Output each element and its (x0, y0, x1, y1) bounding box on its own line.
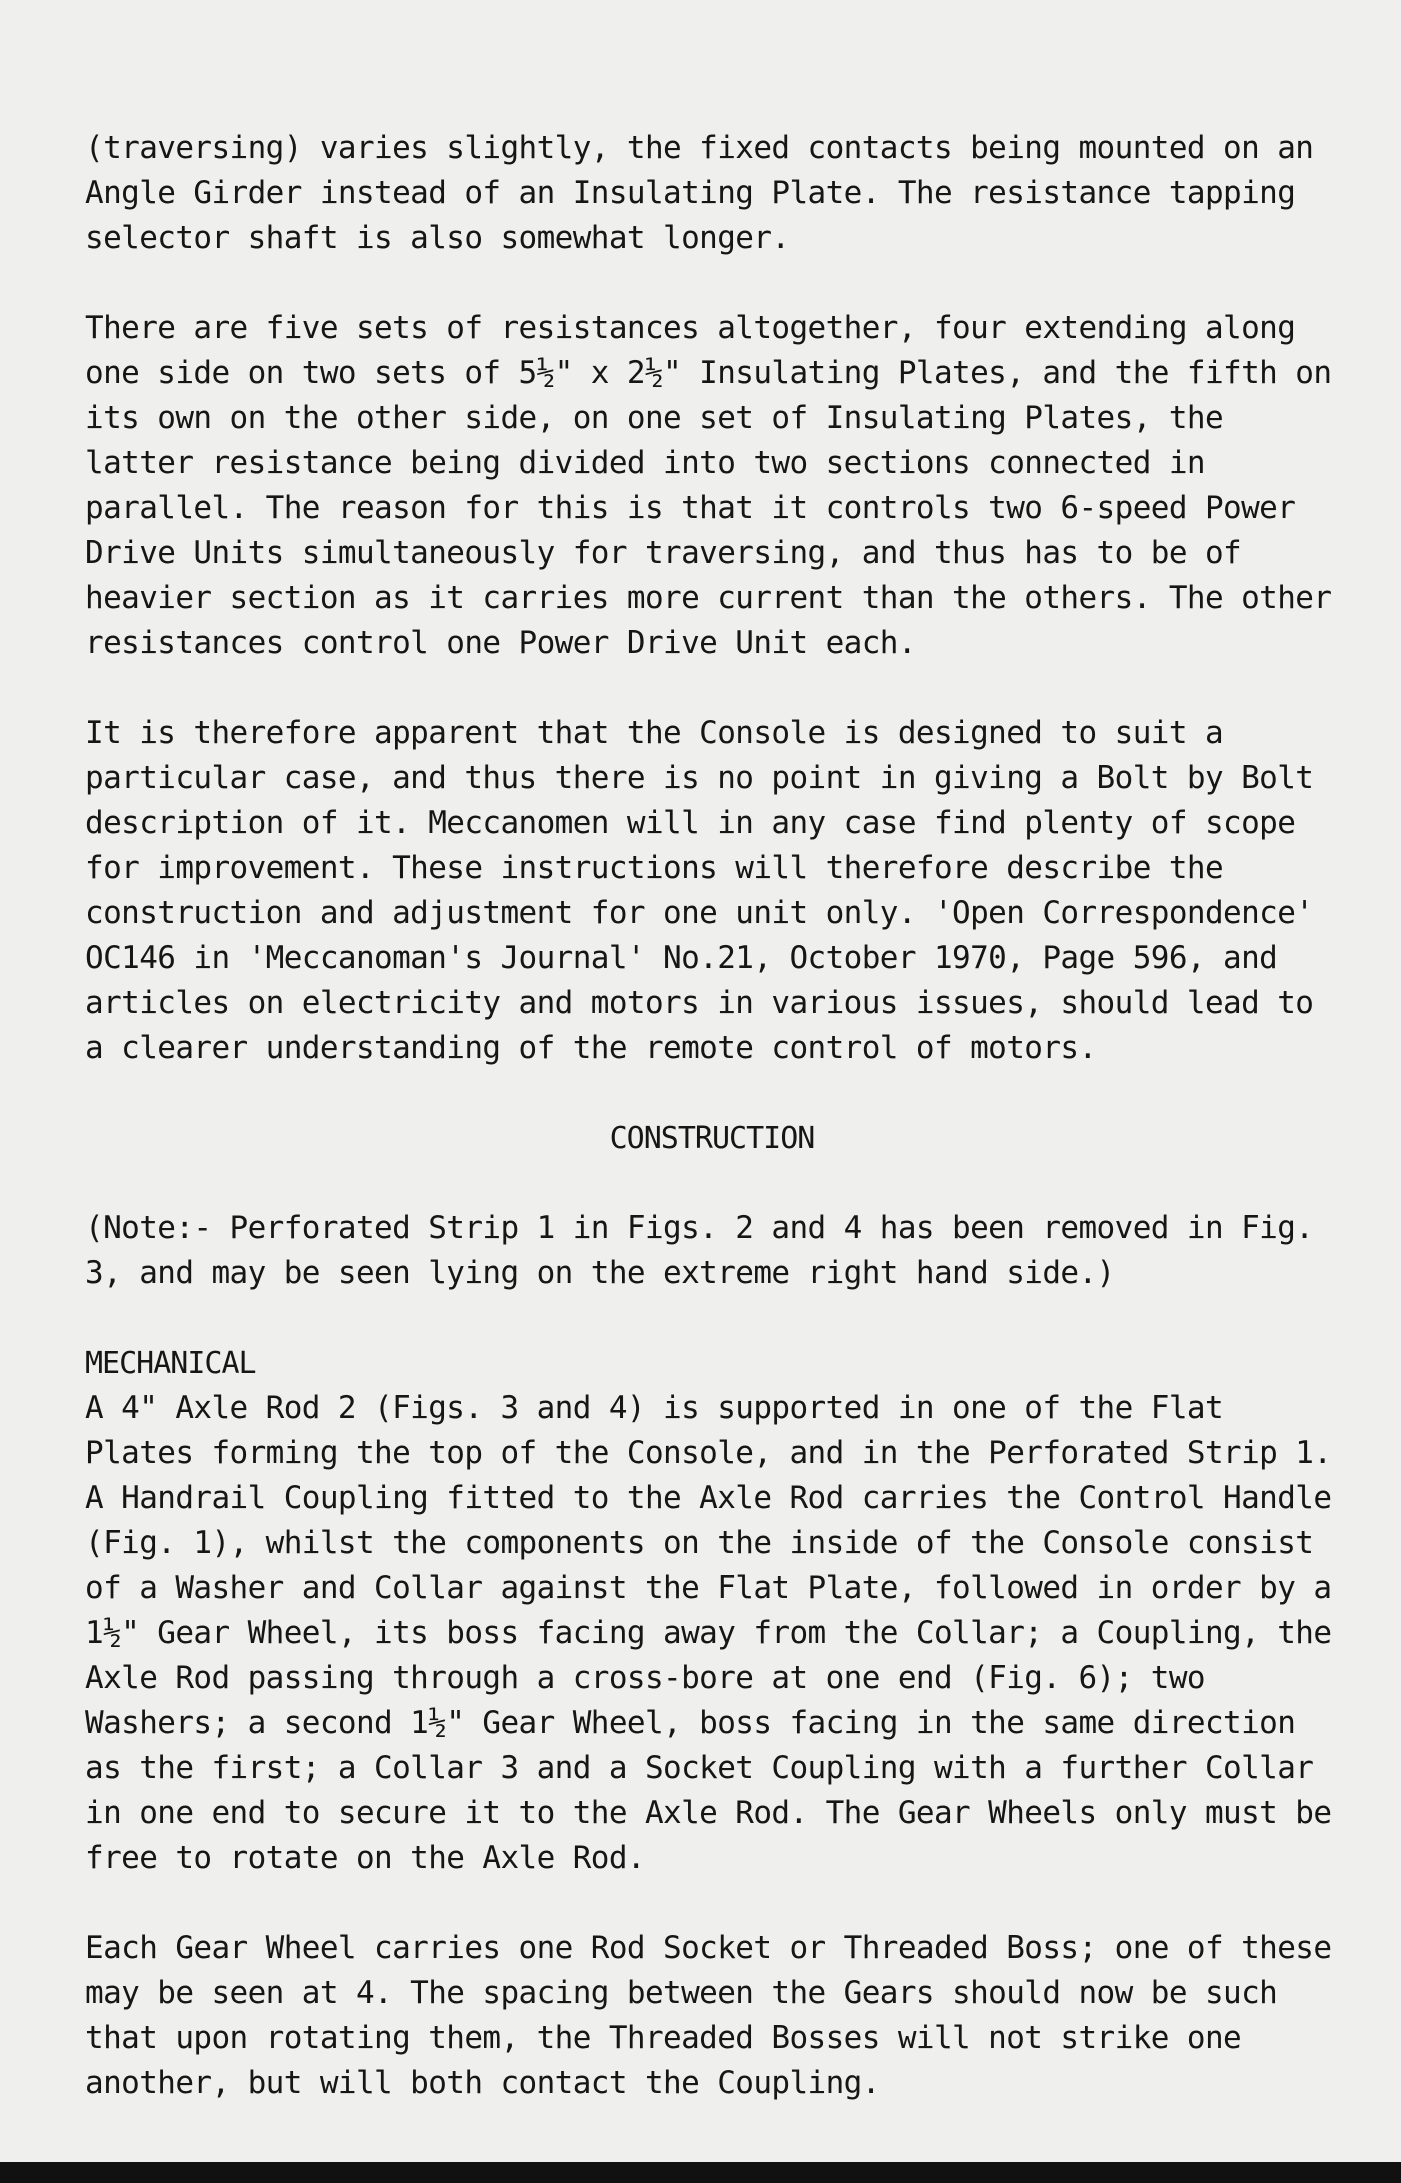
paragraph-gap (85, 1296, 1339, 1341)
paragraph-gap (85, 666, 1339, 711)
paragraph-gap (85, 1071, 1339, 1116)
paragraph-gap (85, 1161, 1339, 1206)
paragraph-traversing: (traversing) varies slightly, the fixed contacts being mounted on an Angle Girder instead of an Insulating Plate. The resistance tapping selector shaft is also somewhat longer. (85, 130, 1314, 256)
paragraph-axle-rod: A 4" Axle Rod 2 (Figs. 3 and 4) is supported in one of the Flat Plates forming the top of the Console, and in the Perforated Strip 1. A Handrail Coupling fitted to the Axle Rod carries the Control Handle (Fig. 1), whilst the components on the inside of the Console consist of a Washer and Collar against the Flat Plate, followed in order by a 1½" Gear Wheel, its boss facing away from the Collar; a Coupling, the Axle Rod passing through a cross-bore at one end (Fig. 6); two Washers; a second 1½" Gear Wheel, boss facing in the same direction as the first; a Collar 3 and a Socket Coupling with a further Collar in one end to secure it to the Axle Rod. The Gear Wheels only must be free to rotate on the Axle Rod. (85, 1390, 1332, 1876)
scan-bottom-edge (0, 2162, 1401, 2183)
paragraph-gear-wheels: Each Gear Wheel carries one Rod Socket or Threaded Boss; one of these may be seen at 4. The spacing between the Gears should now be such that upon rotating them, the Threaded Bosses will not strike one another, but will both contact the Coupling. (85, 1930, 1332, 2101)
paragraph-resistances: There are five sets of resistances altogether, four extending along one side on two sets of 5½" x 2½" Insulating Plates, and the fifth on its own on the other side, on one set of Insulating Plates, the latter resistance being divided into two sections connected in parallel. The reason for this is that it controls two 6-speed Power Drive Units simultaneously for traversing, and thus has to be of heavier section as it carries more current than the others. The other resistances control one Power Drive Unit each. (85, 310, 1332, 661)
document-body (85, 126, 1339, 2106)
heading-construction: CONSTRUCTION (609, 1121, 815, 1156)
paragraph-gap (85, 261, 1339, 306)
paragraph-console-design: It is therefore apparent that the Console is designed to suit a particular case, and thus there is no point in giving a Bolt by Bolt description of it. Meccanomen will in any case find plenty of scope for improvement. These instructions will therefore describe the construction and adjustment for one unit only. 'Open Correspondence' OC146 in 'Meccanoman's Journal' No.21, October 1970, Page 596, and articles on electricity and motors in various issues, should lead to a clearer understanding of the remote control of motors. (85, 715, 1314, 1066)
heading-mechanical: MECHANICAL (85, 1346, 256, 1381)
construction-note: (Note:- Perforated Strip 1 in Figs. 2 and 4 has been removed in Fig. 3, and may be seen lying on the extreme right hand side.) (85, 1210, 1314, 1291)
paragraph-gap (85, 1881, 1339, 1926)
